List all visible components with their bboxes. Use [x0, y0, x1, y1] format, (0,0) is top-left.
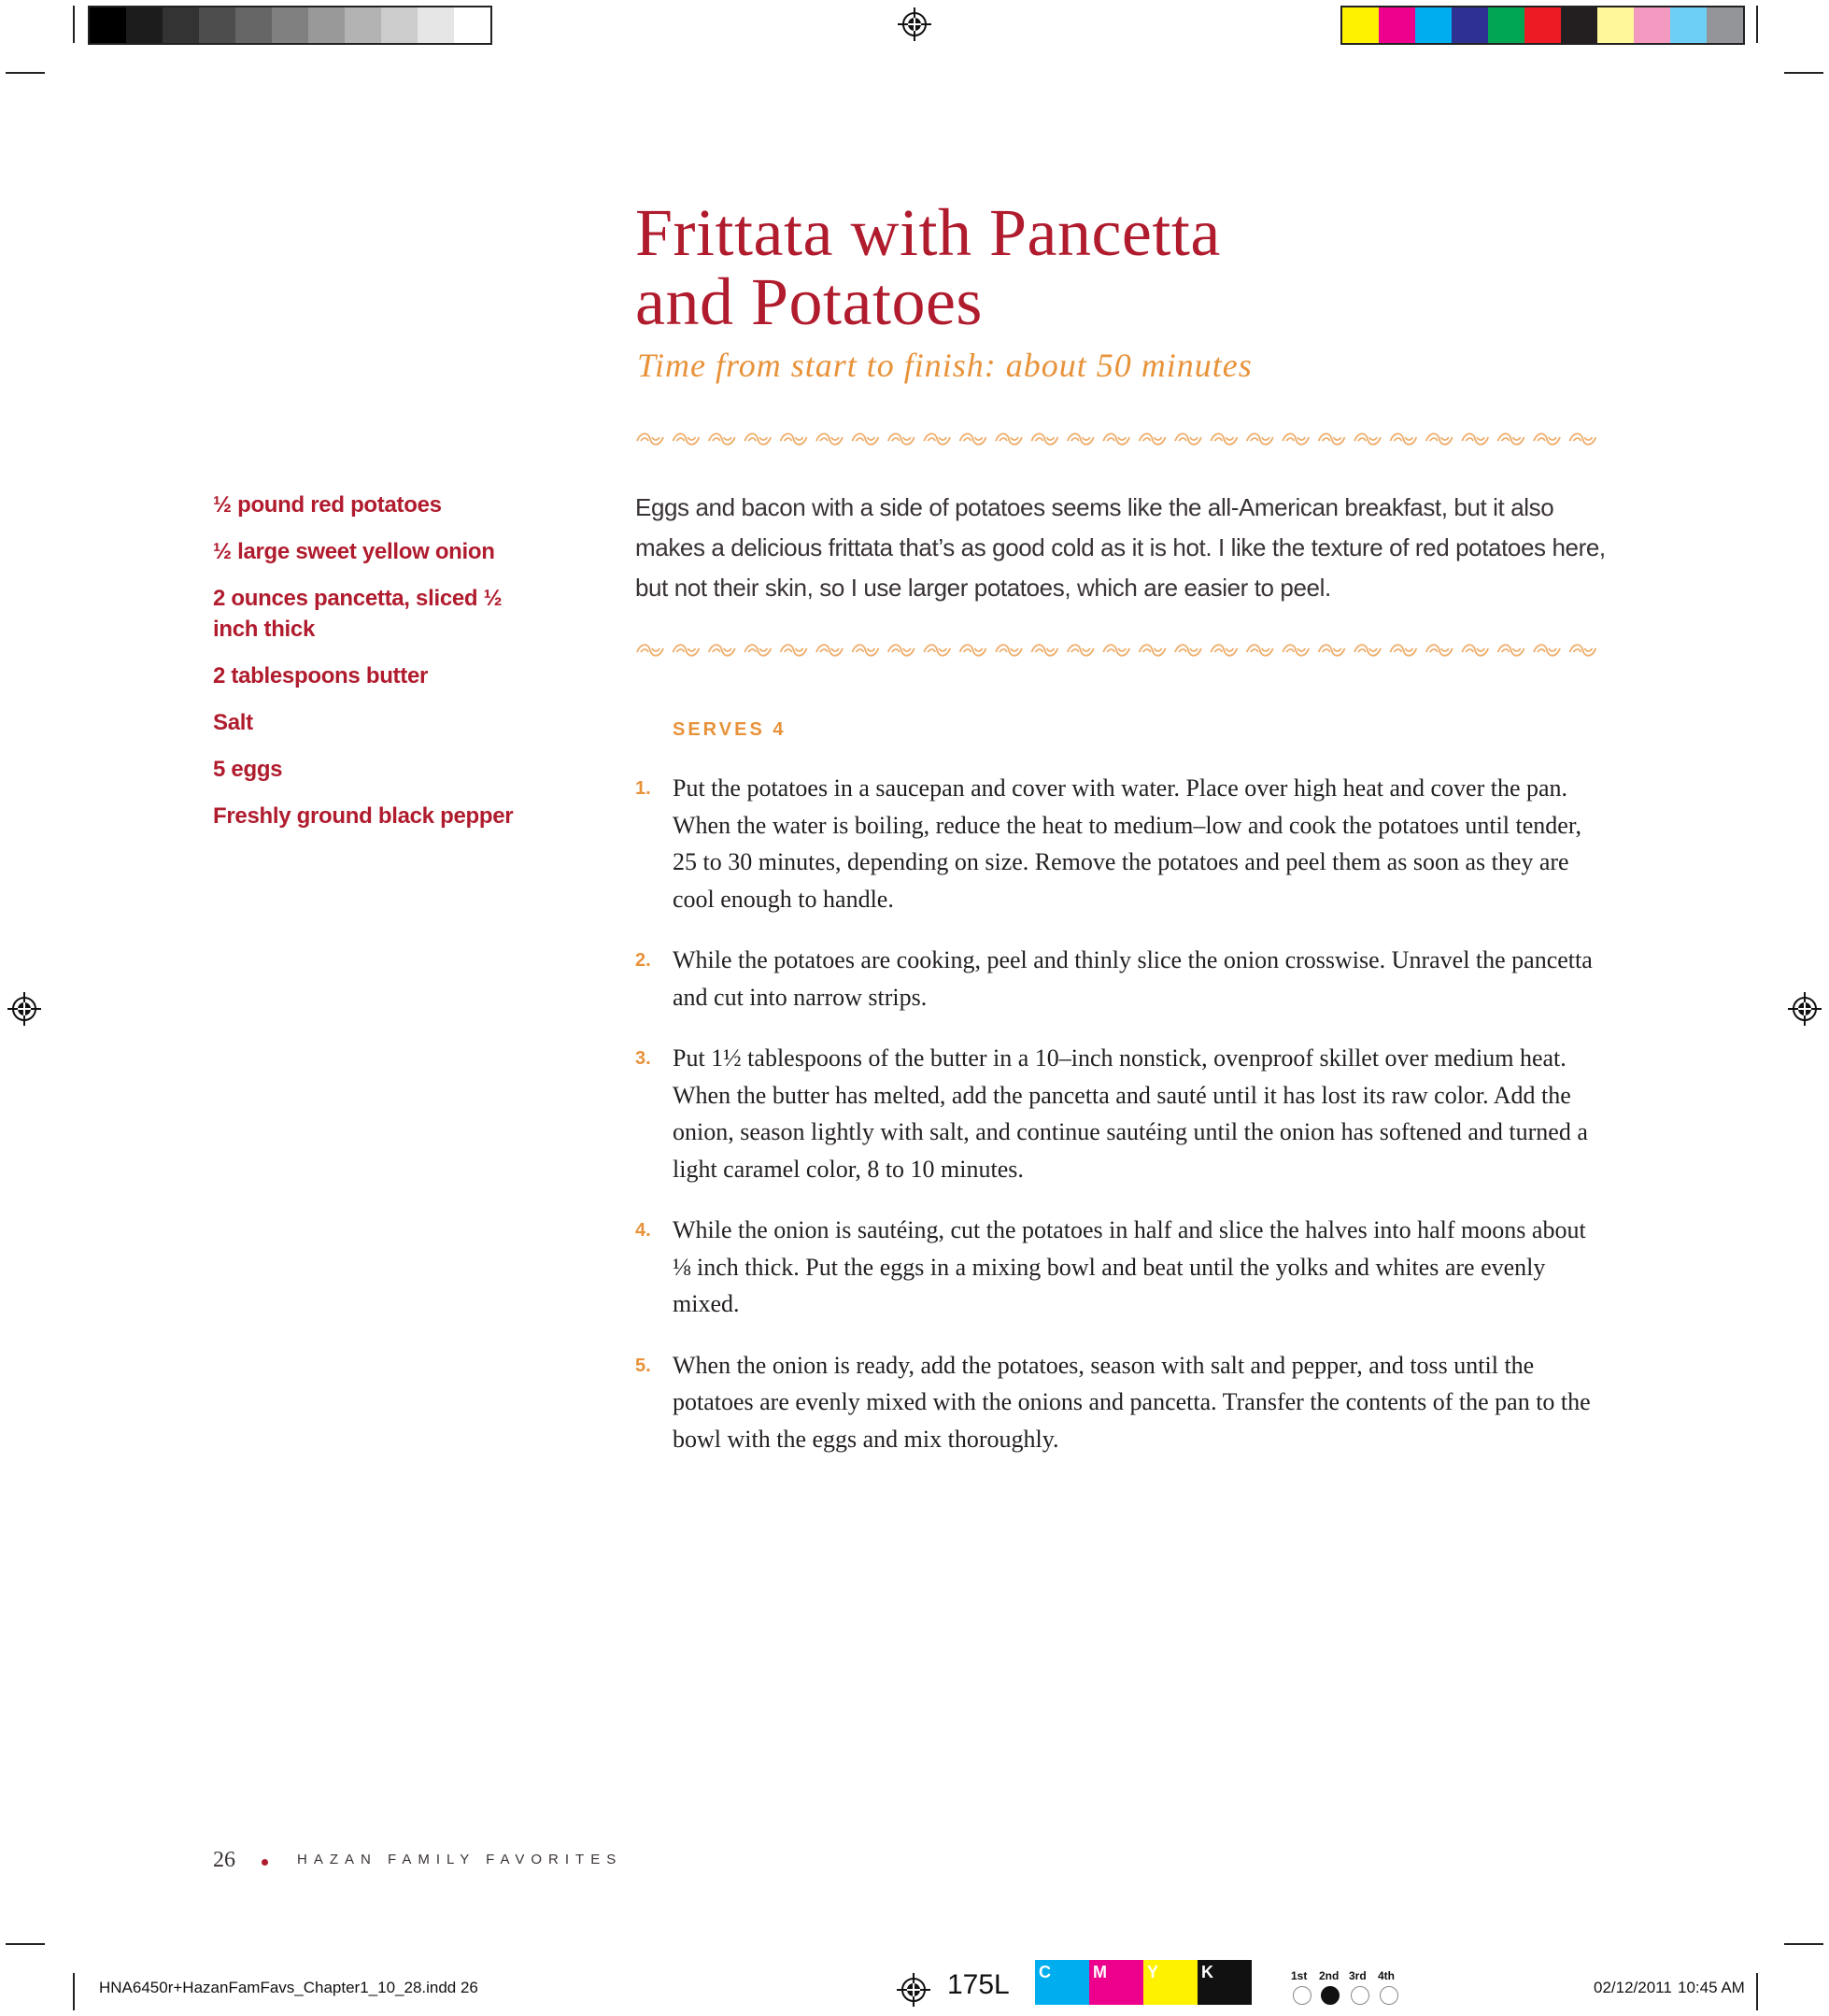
scroll-ornament: [781, 433, 807, 445]
step-number: 2.: [635, 950, 651, 971]
press-run-label: 1st: [1291, 1969, 1308, 1982]
crop-mark: [1784, 1943, 1823, 1945]
scroll-ornament: [1498, 645, 1524, 656]
gray-swatch: [90, 7, 126, 43]
scroll-ornament: [1462, 433, 1488, 445]
scroll-ornament: [744, 433, 771, 445]
method-step: [635, 1040, 1607, 1187]
bullet-dot: [262, 1859, 268, 1866]
scroll-ornament: [1319, 645, 1345, 656]
color-swatch: [1561, 7, 1597, 43]
gray-swatch: [418, 7, 454, 43]
crop-mark: [1784, 72, 1823, 74]
scroll-ornament: [1283, 645, 1309, 656]
color-swatch: [1342, 7, 1379, 43]
scroll-ornament: [744, 645, 771, 656]
press-run-label: 4th: [1378, 1969, 1395, 1982]
scroll-ornament: [637, 645, 663, 656]
running-head: HAZAN FAMILY FAVORITES: [297, 1852, 623, 1867]
crop-mark: [73, 1973, 75, 2010]
step-text: Put the potatoes in a saucepan and cover with water. Place over high heat and cover the pan. When the water is boiling, reduce the heat to medium–low and cook the potatoes until tender, 25 to 30 minutes, depending on size. Remove the potatoes and peel them as soon as they are cool enough to handle.: [673, 774, 1581, 913]
scroll-ornament: [637, 433, 663, 445]
cmyk-plate-bar: [1035, 1960, 1252, 2005]
ornamental-divider: [635, 641, 1605, 660]
scroll-ornament: [1354, 645, 1381, 656]
scroll-ornament: [709, 645, 735, 656]
recipe-intro: Eggs and bacon with a side of potatoes seems like the all-American breakfast, but it also makes a delicious frittata that’s as good cold as it is hot. I like the texture of red potatoes here, but not their skin, so I use larger potatoes, which are easier to peel.: [635, 493, 1606, 602]
page-number: 26: [213, 1848, 235, 1872]
scroll-ornament: [1211, 433, 1237, 445]
scroll-ornament: [888, 645, 914, 656]
scroll-ornament: [1031, 645, 1057, 656]
color-swatch: [1597, 7, 1634, 43]
color-swatch: [1670, 7, 1707, 43]
scroll-ornament: [1283, 433, 1309, 445]
scroll-ornament: [1498, 433, 1524, 445]
scroll-ornament: [709, 433, 735, 445]
scroll-ornament: [996, 433, 1022, 445]
method-steps: [635, 770, 1607, 1482]
step-number: 4.: [635, 1220, 651, 1241]
method-step: [635, 1347, 1607, 1458]
crop-mark: [73, 6, 75, 43]
gray-swatch: [163, 7, 199, 43]
method-step: [635, 942, 1607, 1015]
registration-mark-icon: [898, 7, 931, 41]
scroll-ornament: [1103, 433, 1129, 445]
scroll-ornament: [1140, 433, 1166, 445]
plate-yellow: Y: [1143, 1960, 1198, 2005]
color-swatch: [1488, 7, 1524, 43]
step-number: 1.: [635, 778, 651, 799]
scroll-ornament: [673, 433, 699, 445]
crop-mark: [6, 1943, 45, 1945]
registration-mark-icon: [897, 1973, 930, 2007]
scroll-ornament: [673, 645, 699, 656]
servings-label: SERVES 4: [673, 719, 787, 740]
ingredient-item: 5 eggs: [213, 757, 283, 782]
scroll-ornament: [1247, 645, 1273, 656]
method-step: [635, 1212, 1607, 1323]
recipe-title: [635, 195, 1221, 339]
gray-swatch: [126, 7, 163, 43]
press-run-circle-filled: [1321, 1986, 1340, 2005]
scroll-ornament: [1390, 433, 1416, 445]
recipe-title-line-1: Frittata with Pancetta: [635, 195, 1221, 270]
press-run-label: 2nd: [1319, 1969, 1340, 1982]
gray-swatch: [381, 7, 418, 43]
slug-date: 02/12/2011: [1594, 1979, 1672, 1996]
scroll-ornament: [1534, 433, 1560, 445]
scroll-ornament: [816, 645, 843, 656]
scroll-ornament: [852, 433, 878, 445]
grayscale-bar: [88, 6, 492, 45]
ingredient-item: 2 tablespoons butter: [213, 663, 429, 689]
crop-mark: [1756, 1973, 1758, 2010]
gray-swatch: [272, 7, 308, 43]
recipe-title-line-2: and Potatoes: [635, 264, 983, 339]
ingredient-item: 2 ounces pancetta, sliced ½ inch thick: [213, 586, 503, 642]
scroll-ornament: [996, 645, 1022, 656]
scroll-ornament: [924, 433, 950, 445]
scroll-ornament: [1068, 645, 1094, 656]
step-text: While the potatoes are cooking, peel and thinly slice the onion crosswise. Unravel the pancetta and cut into narrow strips.: [673, 946, 1593, 1011]
gray-swatch: [308, 7, 345, 43]
scroll-ornament: [960, 645, 986, 656]
scroll-ornament: [1211, 645, 1237, 656]
scroll-ornament: [1319, 433, 1345, 445]
scroll-ornament: [1140, 645, 1166, 656]
gray-swatch: [235, 7, 272, 43]
scroll-ornament: [1534, 645, 1560, 656]
recipe-time: Time from start to finish: about 50 minutes: [637, 347, 1253, 384]
scroll-ornament: [1569, 433, 1595, 445]
scroll-ornament: [960, 433, 986, 445]
color-swatch: [1415, 7, 1452, 43]
press-run-circle: [1351, 1986, 1369, 2005]
step-number: 3.: [635, 1048, 651, 1069]
gray-swatch: [345, 7, 381, 43]
ornamental-divider: [635, 430, 1605, 448]
scroll-ornament: [1462, 645, 1488, 656]
color-swatch: [1379, 7, 1415, 43]
scroll-ornament: [1354, 433, 1381, 445]
press-run-label: 3rd: [1349, 1969, 1367, 1982]
color-bar: [1340, 6, 1745, 45]
scroll-ornament: [1247, 433, 1273, 445]
step-text: Put 1½ tablespoons of the butter in a 10–inch nonstick, ovenproof skillet over medium heat. When the butter has melted, add the pancetta and sauté until it has lost its raw color. Add the onion, season lightly with salt, and continue sautéing until the onion has softened and turned a light caramel color, 8 to 10 minutes.: [673, 1044, 1588, 1183]
ingredient-item: ½ large sweet yellow onion: [213, 539, 495, 564]
scroll-ornament: [852, 645, 878, 656]
ingredient-item: Freshly ground black pepper: [213, 803, 514, 829]
screen-ruling: 175L: [947, 1969, 1010, 2000]
plate-magenta: M: [1089, 1960, 1143, 2005]
gray-swatch: [454, 7, 490, 43]
plate-cyan: C: [1035, 1960, 1089, 2005]
scroll-ornament: [781, 645, 807, 656]
color-swatch: [1452, 7, 1488, 43]
color-swatch: [1707, 7, 1743, 43]
color-swatch: [1524, 7, 1561, 43]
slug-filename: HNA6450r+HazanFamFavs_Chapter1_10_28.indd 26: [99, 1979, 478, 1996]
step-text: When the onion is ready, add the potatoes, season with salt and pepper, and toss until the potatoes are evenly mixed with the onions and pancetta. Transfer the contents of the pan to the bowl with the eggs and mix thoroughly.: [673, 1351, 1591, 1453]
crop-mark: [1756, 6, 1758, 43]
scroll-ornament: [924, 645, 950, 656]
scroll-ornament: [1175, 433, 1201, 445]
color-swatch: [1634, 7, 1670, 43]
scroll-ornament: [1426, 433, 1453, 445]
ingredient-item: Salt: [213, 710, 253, 735]
method-step: [635, 770, 1607, 917]
scroll-ornament: [1068, 433, 1094, 445]
step-text: While the onion is sautéing, cut the potatoes in half and slice the halves into half moons about ⅛ inch thick. Put the eggs in a mixing bowl and beat until the yolks and whites are evenly mixed.: [673, 1216, 1586, 1317]
registration-mark-icon: [1788, 992, 1822, 1026]
scroll-ornament: [1569, 645, 1595, 656]
registration-mark-icon: [7, 992, 41, 1026]
press-run-circle: [1380, 1986, 1398, 2005]
scroll-ornament: [1103, 645, 1129, 656]
plate-black: K: [1198, 1960, 1252, 2005]
scroll-ornament: [1031, 433, 1057, 445]
ingredient-list: [213, 490, 549, 847]
step-number: 5.: [635, 1355, 651, 1376]
scroll-ornament: [888, 433, 914, 445]
ingredient-item: ½ pound red potatoes: [213, 492, 442, 518]
press-run-circle: [1293, 1986, 1311, 2005]
scroll-ornament: [1390, 645, 1416, 656]
gray-swatch: [199, 7, 235, 43]
scroll-ornament: [816, 433, 843, 445]
crop-mark: [6, 72, 45, 74]
slug-time: 10:45 AM: [1678, 1979, 1745, 1996]
scroll-ornament: [1175, 645, 1201, 656]
scroll-ornament: [1426, 645, 1453, 656]
